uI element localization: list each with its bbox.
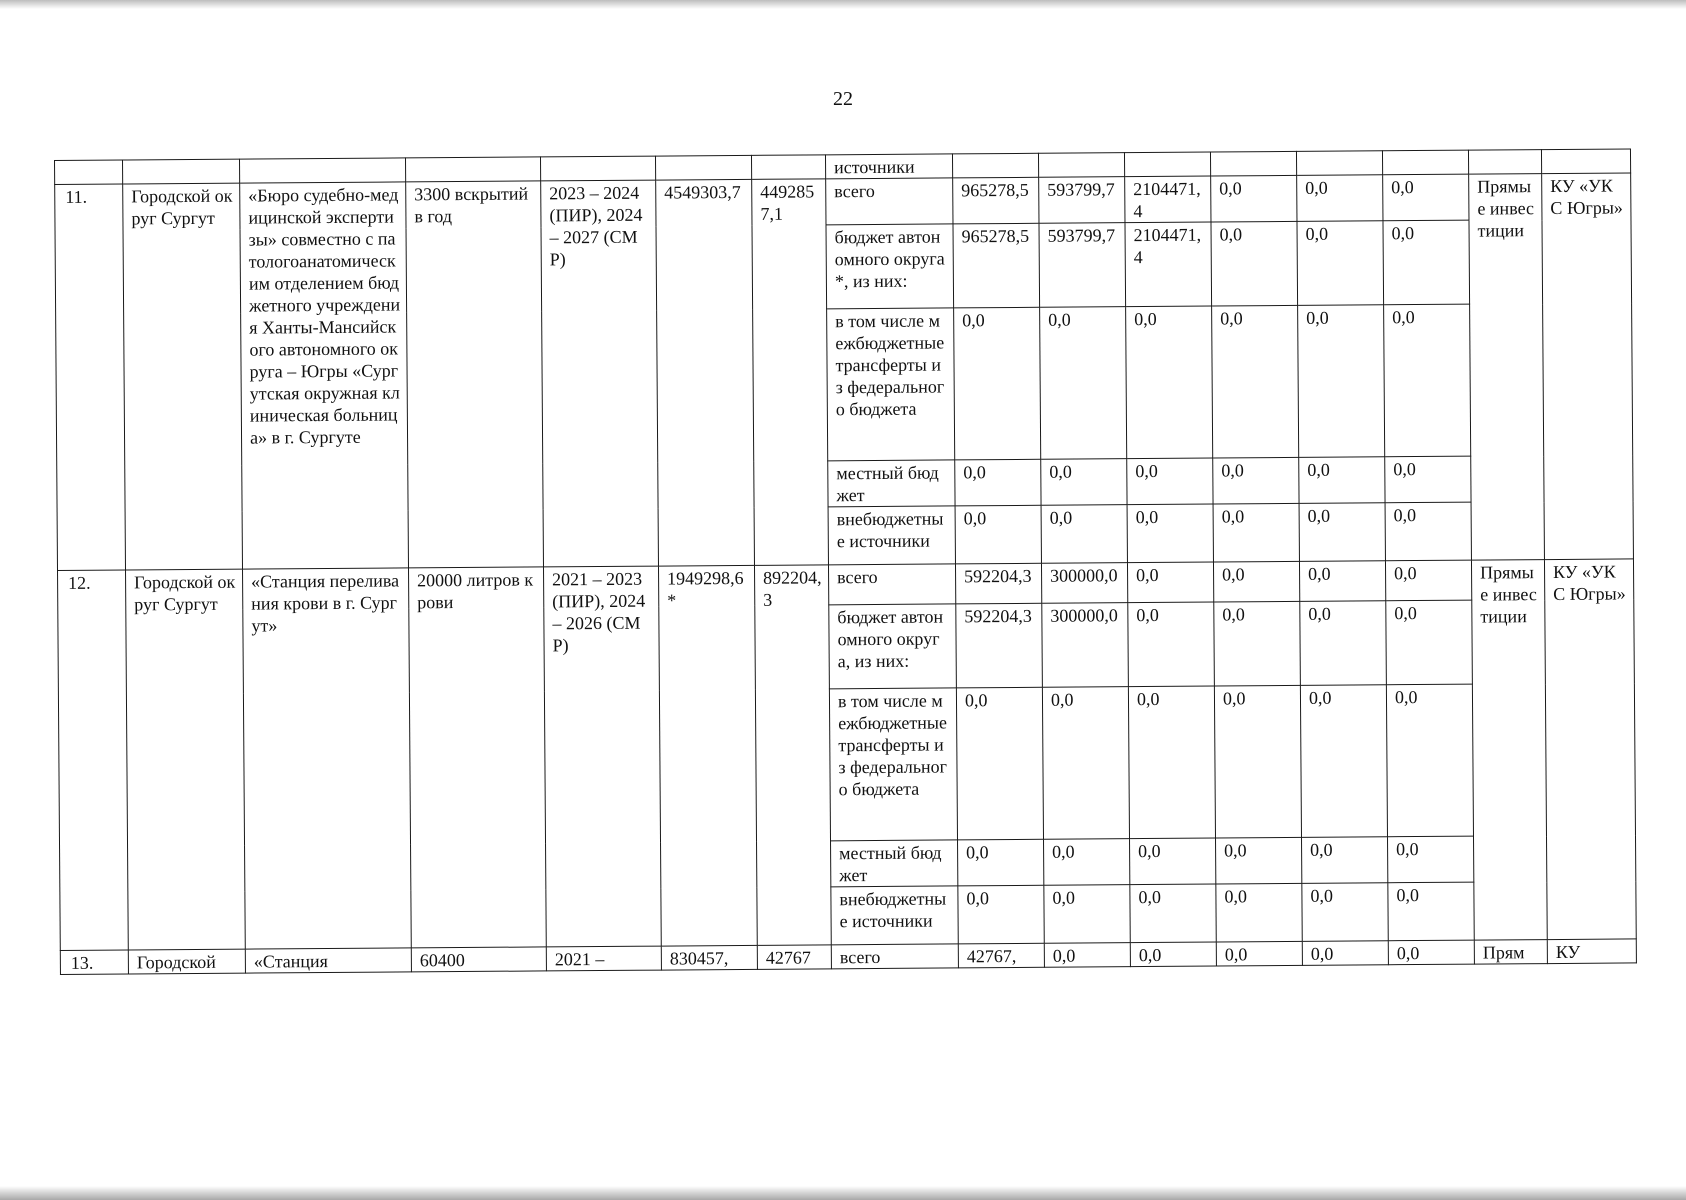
- funding-value: 0,0: [1299, 457, 1385, 504]
- funding-source-label: внебюджетные источники: [828, 506, 955, 565]
- funding-source-label: бюджет автономного округа, из них:: [829, 604, 957, 689]
- investment-form: Прям: [1474, 940, 1547, 965]
- funding-value: 0,0: [1130, 884, 1216, 943]
- implementation-period: 2021 –: [546, 946, 661, 971]
- cell-empty: [123, 159, 240, 184]
- investment-form: Прямые инвестиции: [1471, 560, 1547, 941]
- funding-value: 0,0: [1297, 175, 1383, 222]
- row-number: 13.: [60, 950, 128, 974]
- funding-value: 0,0: [1213, 561, 1299, 602]
- funding-value: 0,0: [954, 307, 1041, 460]
- funding-value: 0,0: [1302, 941, 1388, 966]
- funding-source-label: внебюджетные источники: [831, 886, 958, 945]
- cell-empty: [1468, 150, 1541, 175]
- funding-source-label: бюджет автономного округа*, из них:: [826, 224, 954, 309]
- remaining-cost: 892204,3: [754, 565, 831, 946]
- funding-value: 0,0: [1128, 602, 1215, 687]
- funding-value: 0,0: [1041, 505, 1127, 564]
- funding-value: 0,0: [1299, 561, 1385, 602]
- cell-empty: [239, 158, 405, 183]
- scan-edge-bottom: [0, 1186, 1686, 1200]
- remaining-cost: 42767: [757, 945, 831, 970]
- funding-source-label: всего: [828, 564, 955, 605]
- cell-empty: [1541, 149, 1630, 174]
- funding-source-label: всего: [831, 944, 958, 969]
- funding-value: 0,0: [1385, 456, 1471, 503]
- funding-value: 0,0: [1130, 942, 1216, 967]
- row-number: 11.: [55, 184, 126, 570]
- cell-empty: [655, 155, 751, 180]
- object-name: «Станция переливания крови в г. Сургут»: [243, 568, 412, 949]
- cell-empty: [540, 156, 655, 181]
- cell-empty: [55, 160, 123, 184]
- funding-value: 0,0: [1044, 943, 1130, 968]
- funding-value: 300000,0: [1041, 563, 1127, 604]
- row-number: 12.: [58, 570, 129, 950]
- scan-edge-top: [0, 0, 1686, 9]
- funding-value: 0,0: [958, 885, 1044, 944]
- investment-objects-table: [54, 148, 1637, 975]
- funding-value: 0,0: [1216, 883, 1302, 942]
- funding-value: 2104471,4: [1125, 176, 1211, 223]
- source-label: источники: [825, 154, 952, 179]
- state-customer: КУ: [1547, 939, 1636, 964]
- funding-value: 965278,5: [953, 223, 1040, 308]
- funding-value: 0,0: [1213, 503, 1299, 562]
- funding-value: 0,0: [1300, 685, 1387, 838]
- funding-value: 0,0: [1387, 836, 1473, 883]
- cell-empty: [751, 155, 825, 180]
- funding-value: 965278,5: [953, 177, 1039, 224]
- implementation-period: 2021 – 2023 (ПИР), 2024 – 2026 (СМР): [543, 566, 661, 947]
- funding-value: 0,0: [1299, 503, 1385, 562]
- object-name: «Станция: [245, 948, 411, 973]
- funding-source-label: всего: [826, 178, 953, 225]
- capacity: 3300 вскрытий в год: [406, 181, 544, 568]
- funding-value: 0,0: [955, 505, 1041, 564]
- funding-value: 0,0: [1216, 941, 1302, 966]
- capacity: 60400: [411, 947, 546, 972]
- implementation-period: 2023 – 2024 (ПИР), 2024 – 2027 (СМР): [541, 180, 659, 567]
- funding-value: 0,0: [1130, 838, 1216, 885]
- funding-value: 0,0: [1216, 837, 1302, 884]
- funding-value: 0,0: [1383, 220, 1470, 305]
- estimated-cost: 830457,: [661, 945, 757, 970]
- funding-value: 0,0: [1214, 685, 1301, 838]
- state-customer: КУ «УКС Югры»: [1542, 173, 1634, 560]
- page-number: 22: [833, 88, 853, 110]
- investment-form: Прямые инвестиции: [1469, 174, 1545, 561]
- funding-value: 0,0: [1386, 600, 1473, 685]
- funding-value: 0,0: [958, 839, 1044, 886]
- cell-empty: [1210, 151, 1296, 176]
- funding-value: 0,0: [1128, 686, 1215, 839]
- funding-value: 0,0: [1384, 304, 1471, 457]
- funding-value: 0,0: [1383, 174, 1469, 221]
- funding-value: 0,0: [1127, 504, 1213, 563]
- funding-value: 2104471,4: [1125, 222, 1212, 307]
- funding-value: 0,0: [956, 687, 1043, 840]
- funding-value: 0,0: [1302, 883, 1388, 942]
- funding-value: 0,0: [1213, 457, 1299, 504]
- funding-value: 0,0: [1301, 837, 1387, 884]
- funding-value: 592204,3: [955, 563, 1041, 604]
- funding-value: 0,0: [1126, 306, 1213, 459]
- funding-value: 300000,0: [1042, 603, 1129, 688]
- funding-value: 0,0: [1385, 502, 1471, 561]
- funding-value: 0,0: [1042, 687, 1129, 840]
- funding-value: 593799,7: [1039, 223, 1126, 308]
- funding-value: 0,0: [1298, 305, 1385, 458]
- funding-value: 0,0: [1300, 601, 1387, 686]
- cell-empty: [1296, 151, 1382, 176]
- funding-value: 0,0: [1041, 459, 1127, 506]
- funding-value: 592204,3: [956, 603, 1043, 688]
- cell-empty: [1124, 152, 1210, 177]
- funding-value: 0,0: [1211, 221, 1298, 306]
- funding-value: 593799,7: [1039, 177, 1125, 224]
- object-name: «Бюро судебно-медицинской экспертизы» совместно с патологоанатомическим отделением бюджетного учреждения Ханты-Мансийского автономного округа – Югры «Сургутская окружная клиническая больница» в г. Сургуте: [240, 182, 409, 569]
- state-customer: КУ «УКС Югры»: [1544, 559, 1636, 940]
- cell-empty: [405, 157, 540, 182]
- funding-value: 0,0: [1388, 940, 1474, 965]
- municipality: Городской: [128, 949, 245, 974]
- funding-source-label: в том числе межбюджетные трансферты из федерального бюджета: [827, 308, 955, 461]
- estimated-cost: 1949298,6*: [658, 565, 757, 946]
- funding-value: 0,0: [1211, 175, 1297, 222]
- funding-value: 0,0: [1386, 684, 1473, 837]
- funding-value: 0,0: [1297, 221, 1384, 306]
- funding-value: 0,0: [1388, 882, 1474, 941]
- funding-source-label: местный бюджет: [831, 840, 958, 887]
- funding-source-label: в том числе межбюджетные трансферты из федерального бюджета: [829, 688, 957, 841]
- funding-value: 0,0: [955, 459, 1041, 506]
- cell-empty: [1038, 153, 1124, 178]
- capacity: 20000 литров крови: [408, 567, 546, 948]
- remaining-cost: 4492857,1: [752, 179, 829, 566]
- funding-value: 0,0: [1044, 885, 1130, 944]
- municipality: Городской округ Сургут: [123, 183, 243, 570]
- estimated-cost: 4549303,7: [656, 179, 755, 566]
- funding-value: 0,0: [1214, 601, 1301, 686]
- funding-value: 0,0: [1044, 839, 1130, 886]
- funding-source-label: местный бюджет: [828, 460, 955, 507]
- funding-value: 0,0: [1127, 458, 1213, 505]
- funding-value: 0,0: [1212, 305, 1299, 458]
- funding-value: 0,0: [1127, 562, 1213, 603]
- funding-value: 0,0: [1040, 307, 1127, 460]
- cell-empty: [952, 153, 1038, 178]
- funding-value: 0,0: [1385, 560, 1471, 601]
- cell-empty: [1382, 150, 1468, 175]
- funding-value: 42767,: [958, 943, 1044, 968]
- municipality: Городской округ Сургут: [126, 569, 246, 950]
